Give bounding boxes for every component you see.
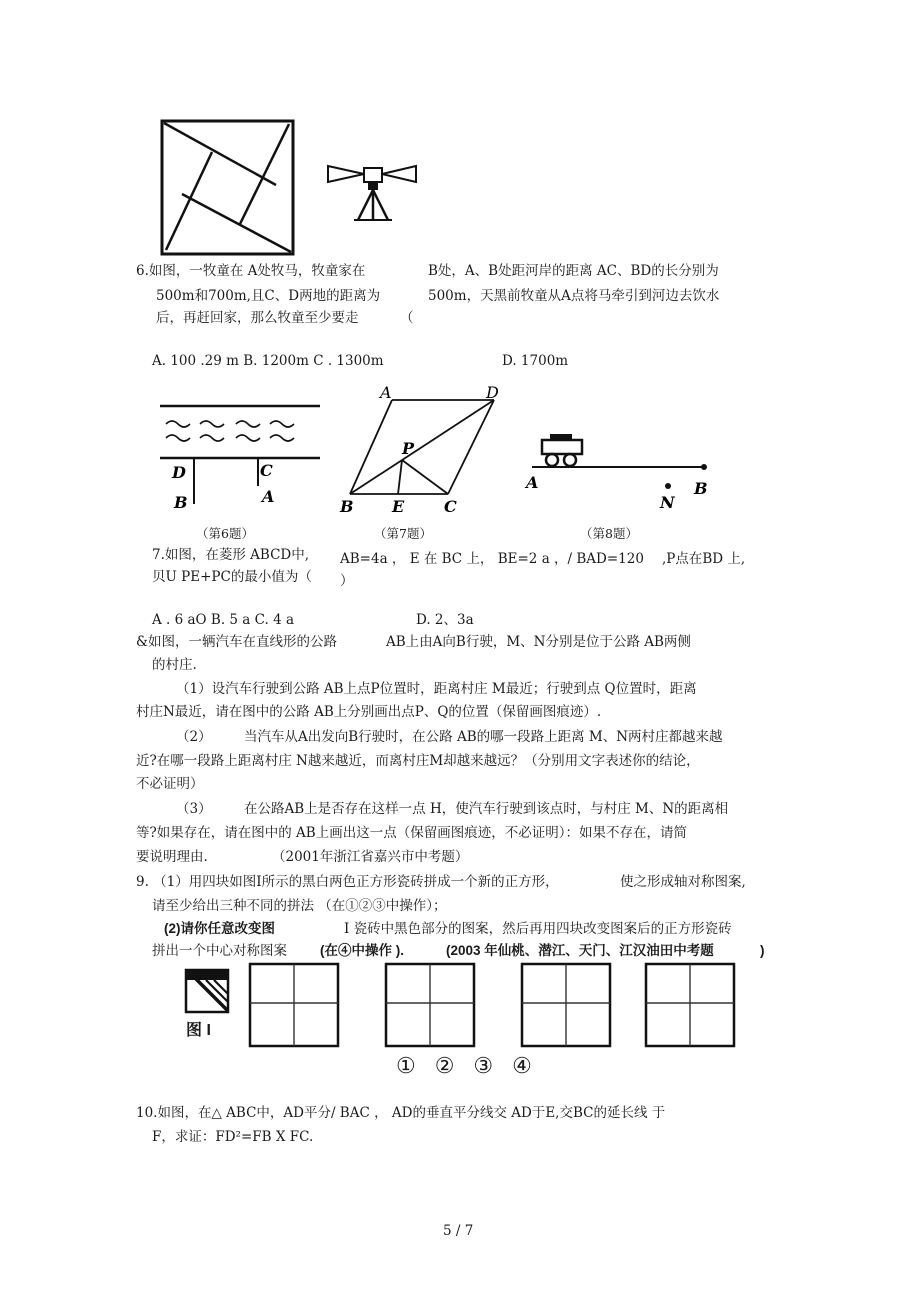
answer-grid-3: [520, 962, 612, 1048]
q8-p2-line2: 近?在哪一段路上距离村庄 N越来越近，而离村庄M却越来越远？（分别用文字表述你的结论，: [136, 753, 700, 769]
fig7-label-a: A: [380, 383, 392, 402]
q8-p2-line1: 当汽车从A出发向B行驶时，在公路 AB的哪一段路上距离 M、N两村庄都越来越: [244, 729, 723, 745]
q10-line2: F，求证：FD²=FB X FC.: [152, 1129, 314, 1145]
q8-p3-line1: 在公路AB上是否存在这样一点 H，使汽车行驶到该点时，与村庄 M、N的距离相: [244, 801, 729, 817]
q9-line4-mid: (在④中操作 ).: [320, 943, 404, 958]
fig8-label-a: A: [526, 473, 539, 492]
fig7-label-c: C: [444, 497, 457, 516]
q7-line2-left: 贝U PE+PC的最小值为（: [152, 569, 312, 585]
river-figure-q6: [158, 402, 324, 514]
circled-numbers: ① ② ③ ④: [396, 1054, 538, 1079]
answer-grid-1: [248, 962, 340, 1048]
page-number: 5 / 7: [443, 1223, 474, 1239]
answer-grid-4: [644, 962, 736, 1048]
q7-line2-right: ）: [340, 573, 354, 589]
q9-line2: 请至少给出三种不同的拼法 （在①②③中操作）；: [152, 898, 447, 914]
q7-line1-right: ,P点在BD 上,: [662, 551, 746, 567]
fig6-caption: （第6题）: [196, 526, 254, 541]
q7-options-right: D. 2、3a: [416, 612, 474, 628]
q6-options-right: D. 1700m: [502, 353, 569, 369]
fig6-label-d: D: [172, 463, 186, 482]
figure-i-label: 图 I: [186, 1022, 211, 1039]
fig7-label-d: D: [486, 383, 499, 402]
fig6-label-b: B: [174, 493, 188, 512]
q7-line1-mid: AB=4a ， E 在 BC 上， BE=2 a ，/ BAD=120: [340, 551, 644, 567]
q8-line2: 的村庄.: [152, 657, 197, 673]
q9-line3-left: (2)请你任意改变图: [164, 921, 275, 936]
fig8-label-b: B: [694, 479, 708, 498]
fig8-label-n: N: [660, 493, 675, 512]
q9-line4-left: 拼出一个中心对称图案: [152, 943, 287, 959]
fig6-label-c: C: [260, 461, 273, 480]
fig7-label-b: B: [340, 497, 354, 516]
q9-line3-right: I 瓷砖中黑色部分的图案，然后再用四块改变图案后的正方形瓷砖: [344, 921, 732, 937]
q6-line2-left: 500m和700m,且C、D两地的距离为: [156, 288, 381, 304]
instrument-tripod-figure: [326, 162, 418, 224]
q6-line3: 后，再赶回家，那么牧童至少要走: [156, 310, 359, 326]
tile-figure-i: [182, 966, 232, 1022]
q8-p3-source: （2001年浙江省嘉兴市中考题）: [272, 849, 469, 865]
q8-p3-label: （3）: [176, 801, 212, 817]
q9-line4-end: ): [760, 943, 765, 958]
q8-p1-line1: （1）设汽车行驶到公路 AB上点P位置时，距离村庄 M最近；行驶到点 Q位置时，距离: [176, 681, 697, 697]
q9-line1-left: 9. （1）用四块如图I所示的黑白两色正方形瓷砖拼成一个新的正方形，: [136, 874, 559, 890]
q8-p2-label: （2）: [176, 729, 212, 745]
q10-line1: 10.如图，在△ ABC中，AD平分/ BAC ， AD的垂直平分线交 AD于E,交BC的延长线 于: [136, 1105, 666, 1121]
q8-p2-line3: 不必证明）: [136, 776, 204, 792]
q8-p1-line2: 村庄N最近，请在图中的公路 AB上分别画出点P、Q的位置（保留画图痕迹）.: [136, 704, 602, 720]
q8-line1-right: AB上由A向B行驶，M、N分别是位于公路 AB两侧: [386, 634, 691, 650]
q7-line1-left: 7.如图，在菱形 ABCD中,: [152, 547, 310, 563]
fig7-label-p: P: [402, 439, 415, 458]
q7-options-left: A . 6 aO B. 5 a C. 4 a: [152, 612, 294, 628]
q6-line1-right: B处，A、B处距河岸的距离 AC、BD的长分别为: [428, 263, 719, 279]
q6-line3-paren: （: [400, 310, 414, 326]
fig7-caption: （第7题）: [374, 526, 432, 541]
q9-line1-right: 使之形成轴对称图案,: [620, 874, 746, 890]
q9-line4-right: (2003 年仙桃、潜江、天门、江汉油田中考题: [446, 943, 714, 958]
road-car-figure-q8: [522, 430, 722, 514]
fig7-label-e: E: [392, 497, 405, 516]
q8-p3-line3: 要说明理由.: [136, 849, 208, 865]
q6-options-left: A. 100 .29 m B. 1200m C . 1300m: [152, 353, 384, 369]
answer-grid-2: [384, 962, 476, 1048]
q8-p3-line2: 等?如果存在，请在图中的 AB上画出这一点（保留画图痕迹，不必证明）：如果不存在，请简: [136, 825, 687, 841]
rhombus-figure-q7: [336, 382, 518, 516]
q8-line1-left: &如图，一辆汽车在直线形的公路: [136, 634, 338, 650]
fig6-label-a: A: [262, 487, 275, 506]
square-pinwheel-figure: [158, 118, 298, 258]
q6-line2-right: 500m，天黑前牧童从A点将马牵引到河边去饮水: [428, 288, 720, 304]
fig8-caption: （第8题）: [580, 526, 638, 541]
q6-line1-left: 6.如图，一牧童在 A处牧马，牧童家在: [136, 263, 366, 279]
